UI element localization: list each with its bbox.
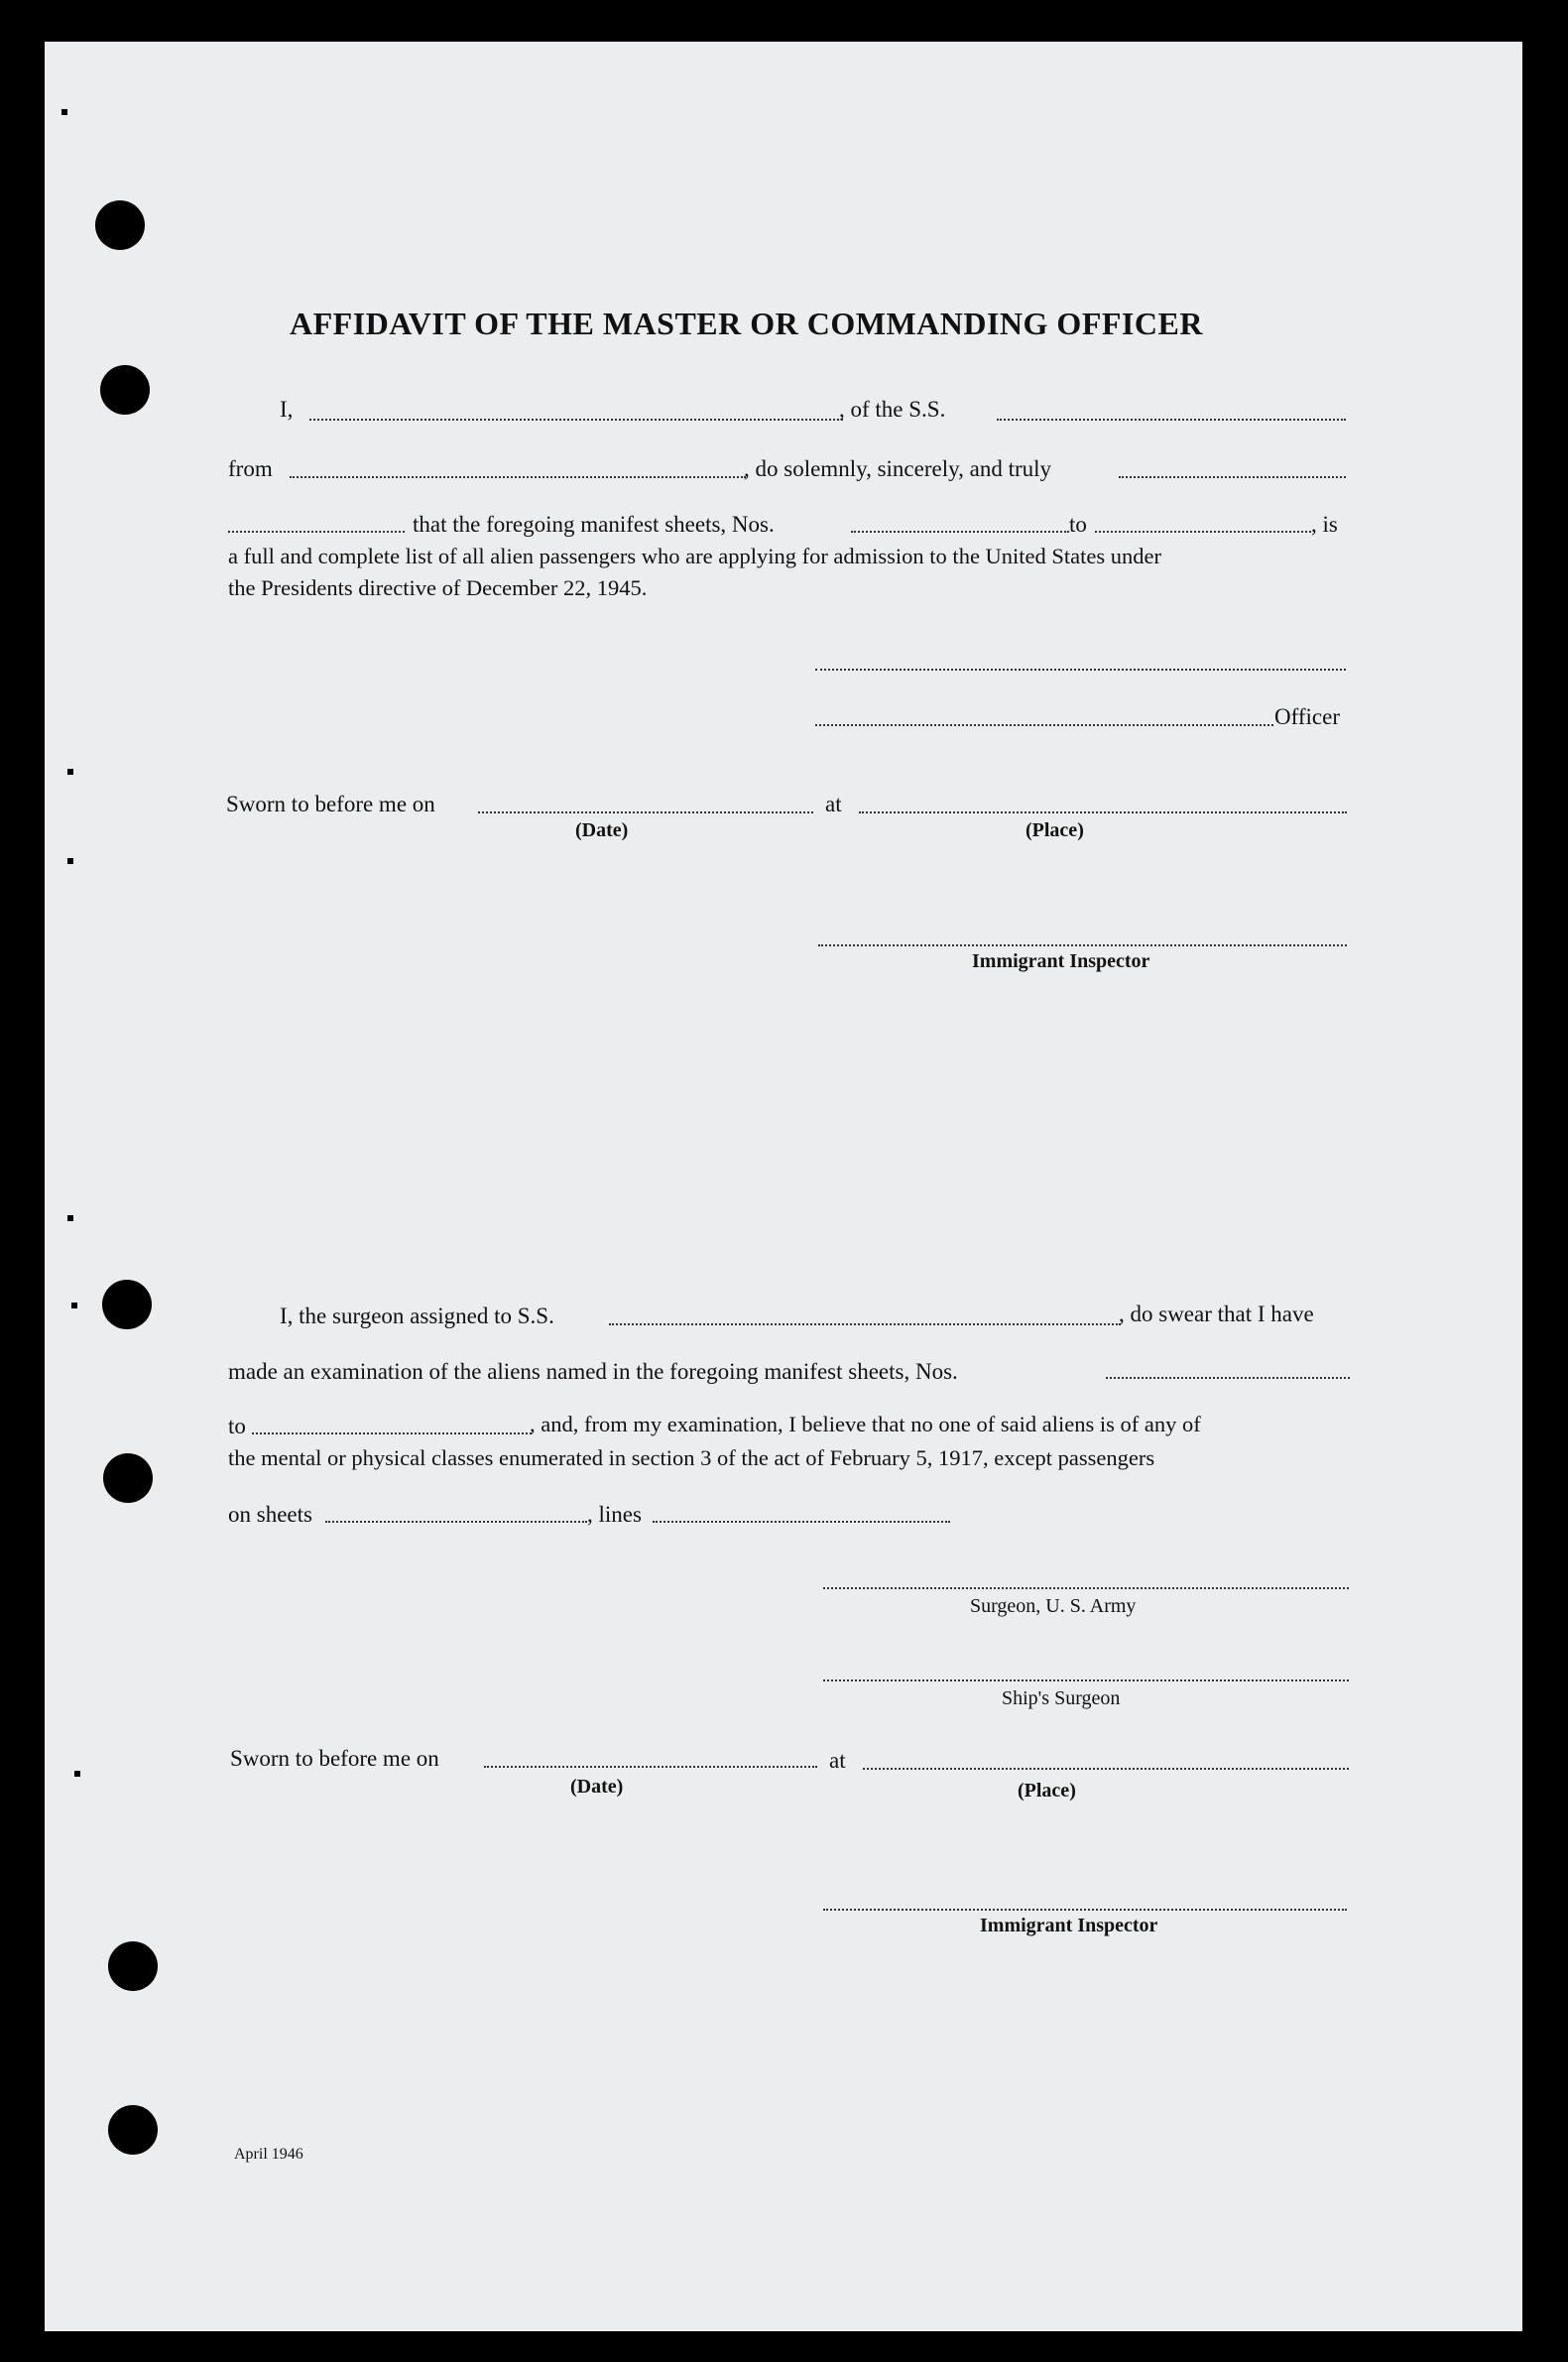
- master-from-blank[interactable]: [290, 476, 746, 478]
- form-date: April 1946: [234, 2146, 303, 2163]
- sworn2-at-label: at: [829, 1748, 846, 1773]
- surgeon-nos-to-blank[interactable]: [252, 1432, 532, 1434]
- sworn1-place-blank[interactable]: [859, 811, 1347, 813]
- surgeon-nos-from-blank[interactable]: [1106, 1377, 1350, 1379]
- sworn1-date-caption: (Date): [575, 819, 629, 841]
- inspector2-caption: Immigrant Inspector: [980, 1915, 1158, 1936]
- army-surgeon-signature-line[interactable]: [823, 1587, 1349, 1589]
- sworn2-place-blank[interactable]: [863, 1768, 1349, 1770]
- master-nos-to-blank[interactable]: [1095, 531, 1311, 533]
- margin-mark: [67, 858, 73, 864]
- master-to-label: to: [1069, 512, 1087, 537]
- margin-mark: [74, 1771, 80, 1777]
- master-manifest-label: that the foregoing manifest sheets, Nos.: [413, 512, 775, 537]
- officer-signature-line[interactable]: [815, 724, 1273, 726]
- punch-hole-4: [103, 1453, 153, 1503]
- margin-mark: [71, 1303, 77, 1308]
- sworn2-label: Sworn to before me on: [230, 1746, 439, 1771]
- form-page: [45, 42, 1522, 2331]
- punch-hole-2: [100, 365, 150, 415]
- surgeon-lines-blank[interactable]: [653, 1521, 950, 1523]
- master-name-blank[interactable]: [309, 419, 843, 421]
- sworn2-place-caption: (Place): [1018, 1780, 1076, 1802]
- punch-hole-6: [108, 2105, 158, 2155]
- inspector2-signature-line[interactable]: [823, 1909, 1347, 1911]
- surgeon-examination-line: made an examination of the aliens named in the foregoing manifest sheets, Nos.: [228, 1359, 958, 1384]
- master-from-label: from: [228, 456, 273, 481]
- sworn1-date-blank[interactable]: [478, 811, 813, 813]
- master-ship-blank[interactable]: [997, 419, 1346, 421]
- inspector1-signature-line[interactable]: [818, 944, 1347, 946]
- margin-mark: [67, 769, 73, 775]
- sworn2-date-caption: (Date): [570, 1776, 624, 1798]
- army-surgeon-caption: Surgeon, U. S. Army: [970, 1595, 1137, 1617]
- master-solemnly-label: , do solemnly, sincerely, and truly: [744, 456, 1052, 481]
- surgeon-sheets-blank[interactable]: [325, 1521, 587, 1523]
- surgeon-finding-line: , and, from my examination, I believe that no one of said aliens is of any of: [530, 1412, 1201, 1436]
- officer-label: Officer: [1274, 704, 1340, 729]
- master-is-label: , is: [1311, 512, 1338, 537]
- margin-mark: [61, 109, 67, 115]
- surgeon-sheets-label: on sheets: [228, 1502, 312, 1527]
- page-title: AFFIDAVIT OF THE MASTER OR COMMANDING OFFICER: [290, 306, 1203, 341]
- punch-hole-3: [102, 1280, 152, 1329]
- ships-surgeon-signature-line[interactable]: [823, 1679, 1349, 1681]
- master-signature-line[interactable]: [815, 669, 1346, 671]
- surgeon-lines-label: , lines: [587, 1502, 642, 1527]
- surgeon-classes-line: the mental or physical classes enumerated in section 3 of the act of February 5, 1917, except passengers: [228, 1445, 1155, 1470]
- inspector1-caption: Immigrant Inspector: [972, 950, 1150, 972]
- master-oath-blank[interactable]: [1119, 476, 1346, 478]
- punch-hole-5: [108, 1941, 158, 1991]
- surgeon-swear-label: , do swear that I have: [1119, 1302, 1314, 1326]
- margin-mark: [67, 1215, 73, 1221]
- sworn1-at-label: at: [825, 792, 842, 816]
- ships-surgeon-caption: Ship's Surgeon: [1002, 1687, 1121, 1709]
- sworn2-date-blank[interactable]: [484, 1766, 817, 1768]
- master-statement-line: a full and complete list of all alien passengers who are applying for admission to the United States under: [228, 544, 1162, 568]
- surgeon-to-label: to: [228, 1414, 246, 1438]
- master-i-label: I,: [280, 397, 294, 422]
- master-directive-line: the Presidents directive of December 22, 1945.: [228, 575, 648, 600]
- punch-hole-1: [95, 200, 145, 250]
- master-of-ss-label: , of the S.S.: [839, 397, 946, 422]
- sworn1-place-caption: (Place): [1025, 819, 1084, 841]
- surgeon-ship-label: I, the surgeon assigned to S.S.: [280, 1304, 554, 1328]
- sworn1-label: Sworn to before me on: [226, 792, 435, 816]
- master-affirm-blank[interactable]: [228, 531, 405, 533]
- master-nos-from-blank[interactable]: [851, 531, 1069, 533]
- surgeon-ship-blank[interactable]: [609, 1323, 1121, 1325]
